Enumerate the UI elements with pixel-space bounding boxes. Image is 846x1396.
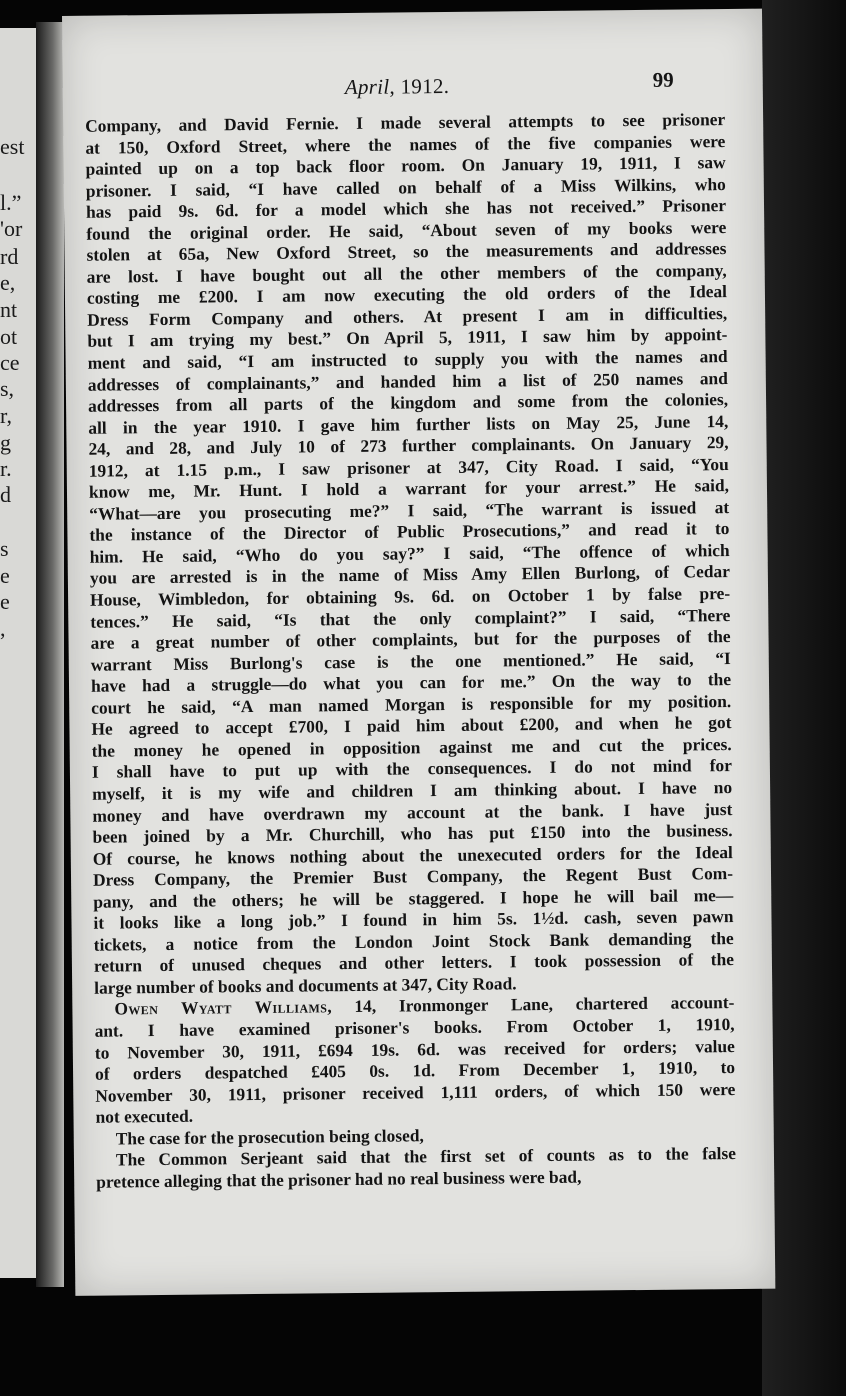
page-number: 99: [652, 67, 674, 92]
page-gutter: [36, 22, 64, 1287]
text-line: prisoner. I said, “I have called on behalf of a Miss Wilkins, who: [85, 173, 726, 201]
text-line: addresses of complainants,” and handed him a list of 250 names and: [87, 367, 728, 395]
facing-page-text-fragment: e: [0, 563, 10, 588]
facing-page-text-fragment: s: [0, 536, 9, 561]
facing-page-fragment: [0, 28, 38, 1278]
text-line: Dress Form Company and others. At present I am in difficulties,: [87, 302, 728, 330]
page-header: [63, 67, 763, 104]
text-line: been joined by a Mr. Churchill, who has put £150 into the business.: [92, 820, 733, 847]
text-line: pany, and the others; he will be staggered. I hope he will bail me—: [93, 884, 734, 912]
facing-page-text-fragment: 'or: [0, 216, 23, 241]
text-line: pretence alleging that the prisoner had no real business were bad,: [96, 1166, 582, 1192]
text-line: to November 30, 1911, £694 19s. 6d. was received for orders; value: [94, 1035, 735, 1063]
text-line: are lost. I have bought out all the other members of the company,: [86, 259, 727, 287]
text-line: know me, Mr. Hunt. I hold a warrant for your arrest.” He said,: [88, 475, 730, 503]
text-line: Company, and David Fernie. I made several attempts to see prisoner: [85, 109, 726, 136]
facing-page-text-fragment: r,: [0, 403, 12, 428]
text-line: all in the year 1910. I gave him further lists on May 25, June 14,: [88, 410, 729, 438]
facing-page-text-fragment: ot: [0, 324, 18, 349]
text-line: tences.” He said, “Is that the only complaint?” I said, “There: [90, 604, 731, 632]
text-line: has paid 9s. 6d. for a model which she has not received.” Prisoner: [85, 195, 727, 222]
text-line: are a great number of other complaints, but for the purposes of the: [90, 626, 731, 653]
text-line: myself, it is my wife and children I am thinking about. I have no: [92, 776, 733, 804]
running-title: April, 1912.: [344, 73, 450, 100]
facing-page-text-fragment: est: [0, 134, 25, 159]
text-line: Of course, he knows nothing about the unexecuted orders for the Ideal: [92, 841, 733, 869]
text-line: addresses from all parts of the kingdom and some from the colonies,: [87, 389, 729, 416]
text-line: at 150, Oxford Street, where the names of the five companies were: [85, 130, 726, 158]
text-line: court he said, “A man named Morgan is responsible for my position.: [91, 690, 732, 718]
text-line: the instance of the Director of Public Prosecutions,” and read it to: [89, 518, 730, 546]
text-line: you are arrested is in the name of Miss Amy Ellen Burlong, of Cedar: [89, 561, 730, 589]
text-line: painted up on a top back floor room. On January 19, 1911, I saw: [85, 152, 726, 179]
facing-page-text-fragment: s,: [0, 376, 15, 401]
text-line: 1912, at 1.15 p.m., I saw prisoner at 347, City Road. I said, “You: [88, 453, 729, 481]
witness-name: Owen Wyatt Williams: [114, 996, 328, 1019]
facing-page-text-fragment: nt: [0, 297, 18, 322]
facing-page-text-fragment: ,: [0, 616, 6, 641]
text-line: The Common Serjeant said that the first set of counts as to the false: [115, 1143, 737, 1170]
text-line: He agreed to accept £700, I paid him about £200, and when he got: [91, 712, 732, 740]
text-line: costing me £200. I am now executing the old orders of the Ideal: [86, 281, 728, 309]
text-line: money and have overdrawn my account at the bank. I have just: [92, 798, 733, 826]
text-line: ment and said, “I am instructed to supply you with the names and: [87, 346, 728, 373]
text-line: the money he opened in opposition against me and cut the prices.: [91, 733, 732, 761]
paragraph-police-testimony: [85, 109, 734, 999]
text-line: House, Wimbledon, for obtaining 9s. 6d. on October 1 by false pre-: [90, 583, 731, 610]
text-line: ant. I have examined prisoner's books. From October 1, 1910,: [94, 1013, 735, 1041]
paragraph-witness-williams: [94, 992, 735, 1128]
text-line: but I am trying my best.” On April 5, 1911, I saw him by appoint-: [87, 324, 728, 352]
text-line: “What—are you prosecuting me?” I said, “The warrant is issued at: [89, 496, 730, 524]
text-line: tickets, a notice from the London Joint Stock Bank demanding the: [93, 927, 734, 955]
text-line: return of unused cheques and other letters. I took possession of the: [93, 949, 735, 977]
witness-line-text: , 14, Ironmonger Lane, chartered account-: [327, 992, 735, 1017]
facing-page-text-fragment: e: [0, 589, 10, 614]
facing-page-text-fragment: d: [0, 482, 11, 507]
facing-page-text-fragment: g: [0, 430, 11, 455]
text-line: found the original order. He said, “About seven of my books were: [86, 216, 727, 244]
facing-page-text-fragment: r.: [0, 456, 12, 481]
paragraph-common-serjeant: [96, 1143, 736, 1193]
text-line: stolen at 65a, New Oxford Street, so the measurements and addresses: [86, 238, 727, 266]
body-text: [85, 109, 736, 1193]
text-line: warrant Miss Burlong's case is the one mentioned.” He said, “I: [90, 647, 731, 675]
text-line: large number of books and documents at 347, City Road.: [94, 973, 517, 998]
text-line: it looks like a long job.” I found in him 5s. 1½d. cash, seven pawn: [93, 906, 734, 933]
text-line: Dress Company, the Premier Bust Company, the Regent Bust Com-: [92, 863, 734, 890]
facing-page-text-fragment: l.”: [0, 190, 22, 215]
text-line: November 30, 1911, prisoner received 1,111 orders, of which 150 were: [95, 1078, 736, 1106]
facing-page-text-fragment: ce: [0, 350, 20, 375]
text-line: of orders despatched £405 0s. 1d. From December 1, 1910, to: [94, 1057, 736, 1084]
text-line: 24, and 28, and July 10 of 273 further complainants. On January 29,: [88, 432, 729, 459]
background-edge: [762, 0, 846, 1396]
facing-page-text-fragment: rd: [0, 244, 19, 269]
text-line: him. He said, “Who do you say?” I said, “The offence of which: [89, 539, 730, 567]
text-line: have had a struggle—do what you can for me.” On the way to the: [90, 669, 732, 696]
book-page: [62, 9, 775, 1296]
text-line: not executed.: [95, 1105, 194, 1127]
text-line: I shall have to put up with the consequences. I do not mind for: [91, 755, 732, 783]
text-line: The case for the prosecution being closed,: [115, 1124, 424, 1149]
facing-page-text-fragment: e,: [0, 270, 16, 295]
